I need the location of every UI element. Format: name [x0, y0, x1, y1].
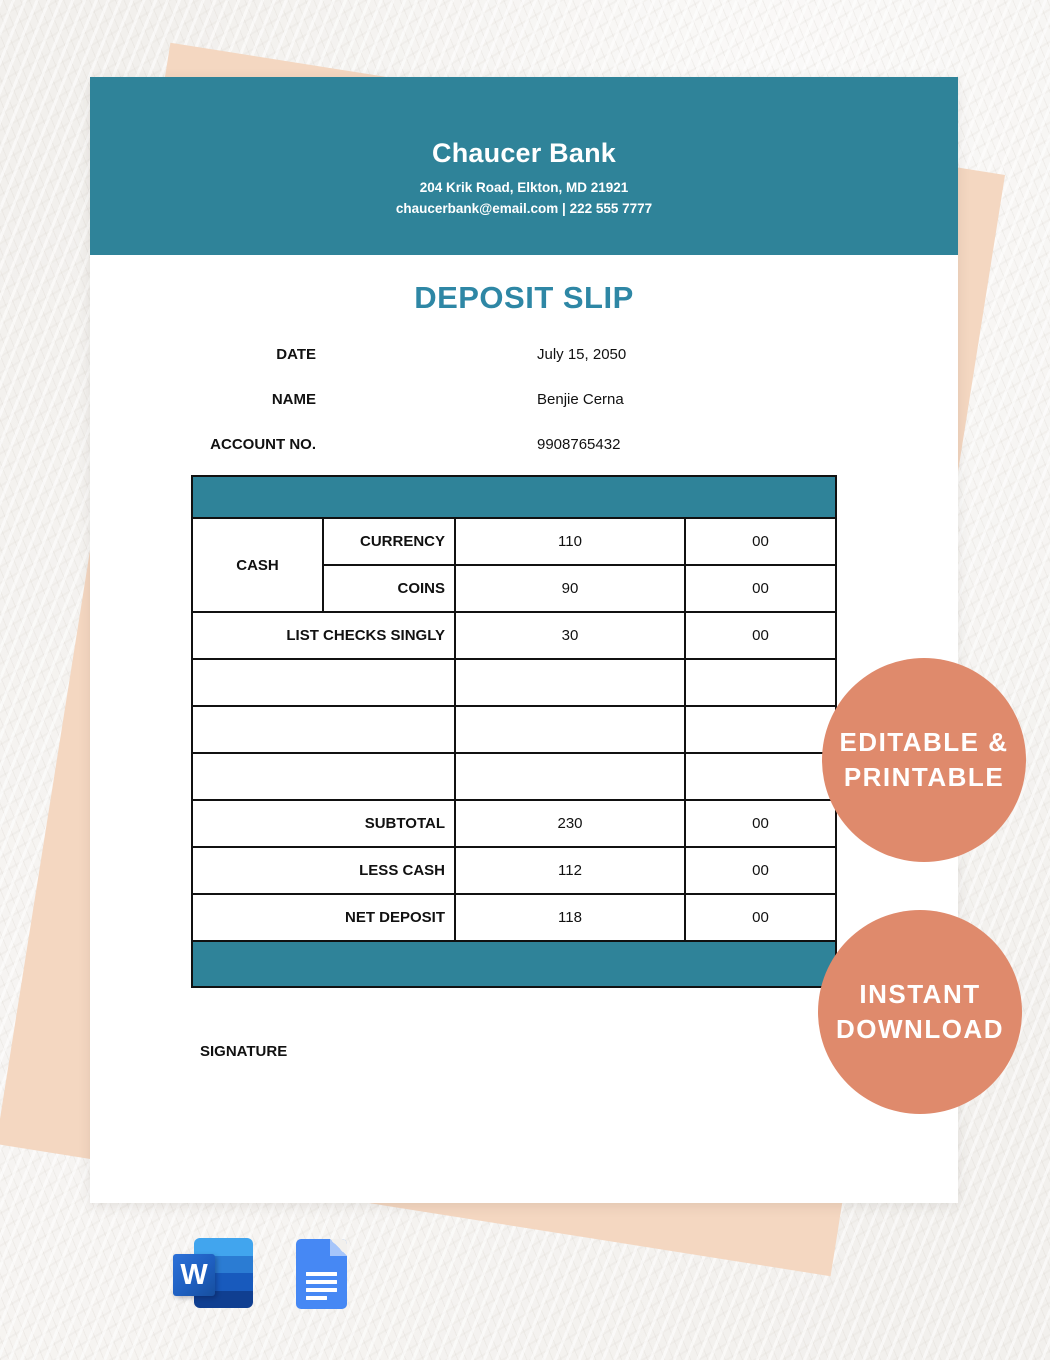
less-cash-cents-cell: 00 [685, 847, 836, 894]
empty-cents-cell [685, 659, 836, 706]
table-row [192, 612, 836, 659]
table-row [192, 847, 836, 894]
field-account-no-value: 9908765432 [537, 436, 621, 453]
microsoft-word-icon[interactable] [173, 1238, 253, 1308]
deposit-table [191, 475, 837, 988]
badge-line: PRINTABLE [843, 762, 1005, 792]
less-cash-amount-cell: 112 [455, 847, 685, 894]
table-footer-bar [192, 941, 836, 987]
empty-amount-cell [455, 753, 685, 800]
bank-header [90, 77, 958, 255]
empty-cents-cell [685, 706, 836, 753]
net-deposit-cents-cell: 00 [685, 894, 836, 941]
currency-label-cell: CURRENCY [323, 518, 455, 565]
coins-label-cell: COINS [323, 565, 455, 612]
field-name-value: Benjie Cerna [537, 391, 624, 408]
coins-cents-cell: 00 [685, 565, 836, 612]
empty-amount-cell [455, 706, 685, 753]
bank-name: Chaucer Bank [432, 138, 616, 168]
subtotal-label-cell: SUBTOTAL [192, 800, 455, 847]
table-row-empty [192, 706, 836, 753]
deposit-fields [90, 332, 958, 467]
instant-download-badge [818, 910, 1022, 1114]
field-account-no [90, 422, 958, 467]
google-docs-icon[interactable] [296, 1239, 347, 1309]
field-date-label: DATE [276, 346, 316, 363]
signature-label: SIGNATURE [200, 1043, 288, 1060]
field-name-label: NAME [271, 391, 316, 408]
table-footer-bar-cell [192, 941, 836, 987]
table-row [192, 800, 836, 847]
table-header-bar [192, 476, 836, 518]
less-cash-label-cell: LESS CASH [192, 847, 455, 894]
word-letter-badge: W [173, 1254, 215, 1296]
bank-address: 204 Krik Road, Elkton, MD 21921 [419, 180, 629, 195]
table-header-bar-cell [192, 476, 836, 518]
badge-line: EDITABLE & [839, 726, 1009, 757]
coins-amount-cell: 90 [455, 565, 685, 612]
list-checks-cents-cell: 00 [685, 612, 836, 659]
editable-printable-badge [822, 658, 1026, 862]
badge-line: INSTANT [859, 978, 981, 1009]
cash-group-cell: CASH [192, 518, 323, 612]
empty-cents-cell [685, 753, 836, 800]
table-row [192, 518, 836, 565]
docs-folded-corner [330, 1239, 347, 1256]
empty-label-cell [192, 659, 455, 706]
net-deposit-label-cell: NET DEPOSIT [192, 894, 455, 941]
table-row-empty [192, 753, 836, 800]
table-row-empty [192, 659, 836, 706]
empty-label-cell [192, 753, 455, 800]
list-checks-label-cell: LIST CHECKS SINGLY [192, 612, 455, 659]
empty-amount-cell [455, 659, 685, 706]
field-account-no-label: ACCOUNT NO. [210, 436, 316, 453]
empty-label-cell [192, 706, 455, 753]
net-deposit-amount-cell: 118 [455, 894, 685, 941]
currency-cents-cell: 00 [685, 518, 836, 565]
subtotal-amount-cell: 230 [455, 800, 685, 847]
bank-contact: chaucerbank@email.com | 222 555 7777 [395, 201, 653, 216]
subtotal-cents-cell: 00 [685, 800, 836, 847]
field-date [90, 332, 958, 377]
table-row [192, 894, 836, 941]
docs-text-lines [306, 1272, 337, 1304]
page-title: DEPOSIT SLIP [414, 280, 634, 315]
list-checks-amount-cell: 30 [455, 612, 685, 659]
badge-line: DOWNLOAD [836, 1014, 1004, 1044]
field-name [90, 377, 958, 422]
field-date-value: July 15, 2050 [537, 346, 627, 363]
currency-amount-cell: 110 [455, 518, 685, 565]
